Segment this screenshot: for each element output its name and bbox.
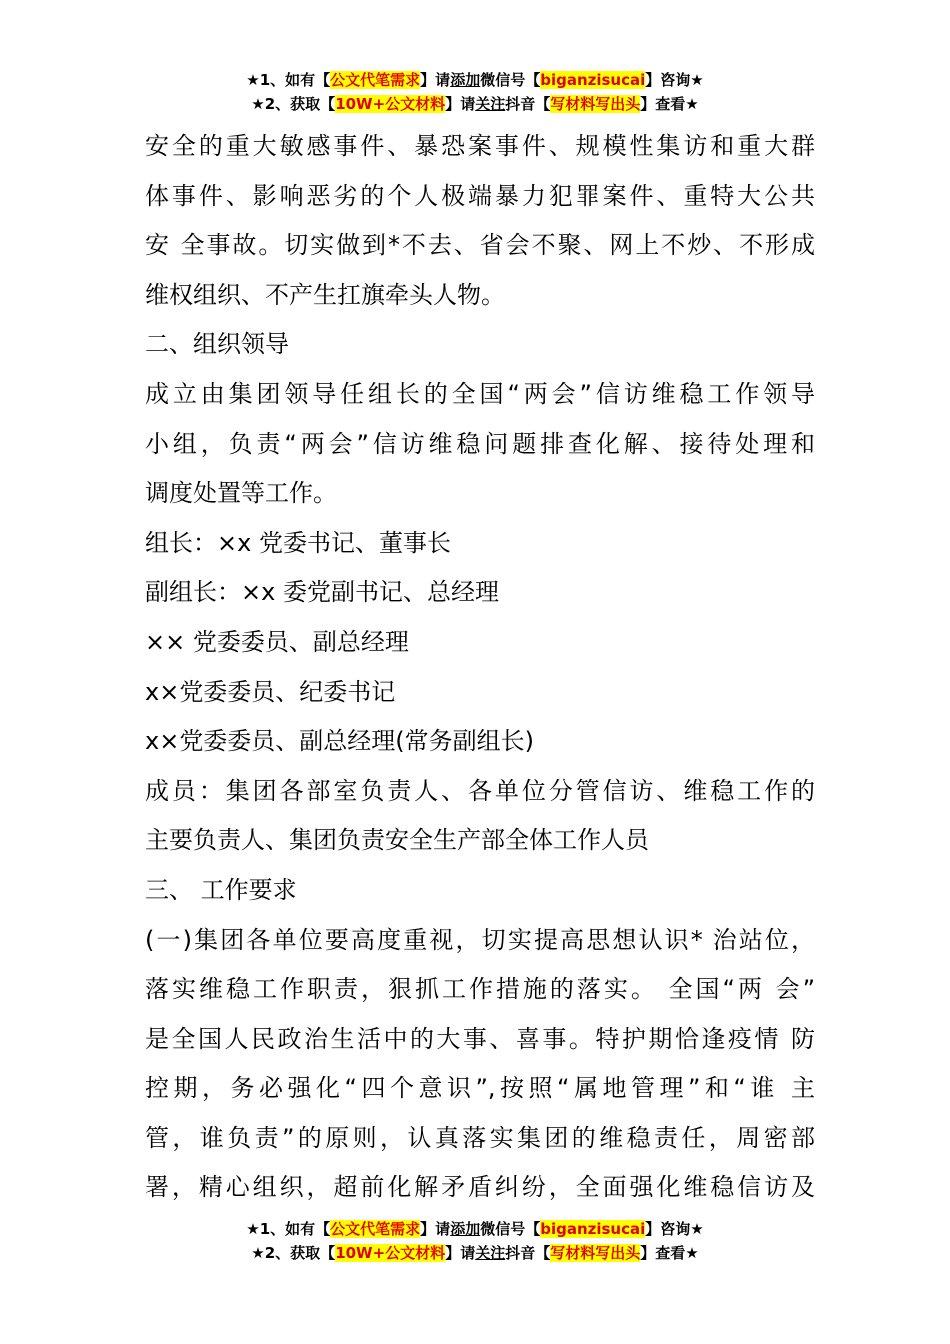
banner-text: ★1、如有【: [246, 71, 331, 89]
banner-text: 微信号【: [480, 1220, 541, 1238]
banner-text: 】咨询★: [645, 71, 704, 89]
banner-text: 】请: [445, 95, 476, 113]
text-line: 是全国人民政治生活中的大事、喜事。特护期恰逢疫情 防: [145, 1024, 815, 1053]
text-line: 主要负责人、集团负责安全生产部全体工作人员: [145, 826, 649, 855]
banner-text: 】查看★: [640, 1244, 699, 1262]
banner-highlight: 写材料写出头: [550, 1244, 641, 1262]
banner-text: ★2、获取【: [251, 1244, 336, 1262]
text-line: 维权组织、不产生扛旗牵头人物。: [145, 280, 505, 309]
text-line: 调度处置等工作。: [145, 479, 337, 508]
banner-line-1: [0, 68, 950, 92]
text-line: x×党委委员、副总经理(常务副组长): [145, 727, 535, 756]
text-line: 管，谁负责”的原则，认真落实集团的维稳责任，周密部: [145, 1123, 815, 1152]
banner-underline: 关注: [475, 95, 506, 113]
banner-highlight: 公文代笔需求: [330, 1220, 421, 1238]
banner-highlight: biganzisucai: [540, 71, 646, 89]
text-line: x×党委委员、纪委书记: [145, 677, 396, 706]
text-line: ×× 党委委员、副总经理: [145, 627, 409, 656]
section-heading: 二、组织领导: [145, 330, 289, 359]
document-body: [145, 122, 815, 1213]
banner-text: 】请: [420, 1220, 451, 1238]
banner-text: 微信号【: [480, 71, 541, 89]
banner-underline: 添加: [450, 71, 481, 89]
header-banner: [0, 68, 950, 116]
banner-highlight: 10W+公文材料: [335, 95, 446, 113]
banner-text: ★1、如有【: [246, 1220, 331, 1238]
text-line: 组长：×x 党委书记、董事长: [145, 528, 451, 557]
text-line: 成员：集团各部室负责人、各单位分管信访、维稳工作的: [145, 776, 815, 805]
banner-line-2: [0, 92, 950, 116]
footer-banner: [0, 1217, 950, 1265]
banner-text: 】请: [420, 71, 451, 89]
section-heading: 三、 工作要求: [145, 875, 297, 904]
banner-text: 】查看★: [640, 95, 699, 113]
banner-highlight: 公文代笔需求: [330, 71, 421, 89]
banner-line-2: [0, 1241, 950, 1265]
text-line: 小组，负责“两会”信访维稳问题排查化解、接待处理和: [145, 429, 815, 458]
text-line: (一)集团各单位要高度重视，切实提高思想认识* 治站位，: [145, 925, 815, 954]
text-line: 署，精心组织，超前化解矛盾纠纷，全面强化维稳信访及: [145, 1173, 815, 1202]
text-line: 体事件、影响恶劣的个人极端暴力犯罪案件、重特大公共: [145, 181, 815, 210]
banner-text: 】咨询★: [645, 1220, 704, 1238]
banner-highlight: 写材料写出头: [550, 95, 641, 113]
banner-underline: 关注: [475, 1244, 506, 1262]
banner-text: 抖音【: [505, 95, 551, 113]
banner-line-1: [0, 1217, 950, 1241]
text-line: 副组长：×x 委党副书记、总经理: [145, 578, 499, 607]
text-line: 控期，务必强化“四个意识”,按照“属地管理”和“谁 主: [145, 1074, 815, 1103]
banner-text: 】请: [445, 1244, 476, 1262]
banner-highlight: biganzisucai: [540, 1220, 646, 1238]
banner-highlight: 10W+公文材料: [335, 1244, 446, 1262]
text-line: 安全的重大敏感事件、暴恐案事件、规模性集访和重大群: [145, 132, 815, 160]
banner-text: ★2、获取【: [251, 95, 336, 113]
text-line: 安 全事故。切实做到*不去、省会不聚、网上不炒、不形成: [145, 231, 815, 260]
banner-text: 抖音【: [505, 1244, 551, 1262]
text-line: 落实维稳工作职责，狠抓工作措施的落实。 全国“两 会”: [145, 975, 815, 1004]
text-line: 成立由集团领导任组长的全国“两会”信访维稳工作领导: [145, 379, 815, 408]
banner-underline: 添加: [450, 1220, 481, 1238]
